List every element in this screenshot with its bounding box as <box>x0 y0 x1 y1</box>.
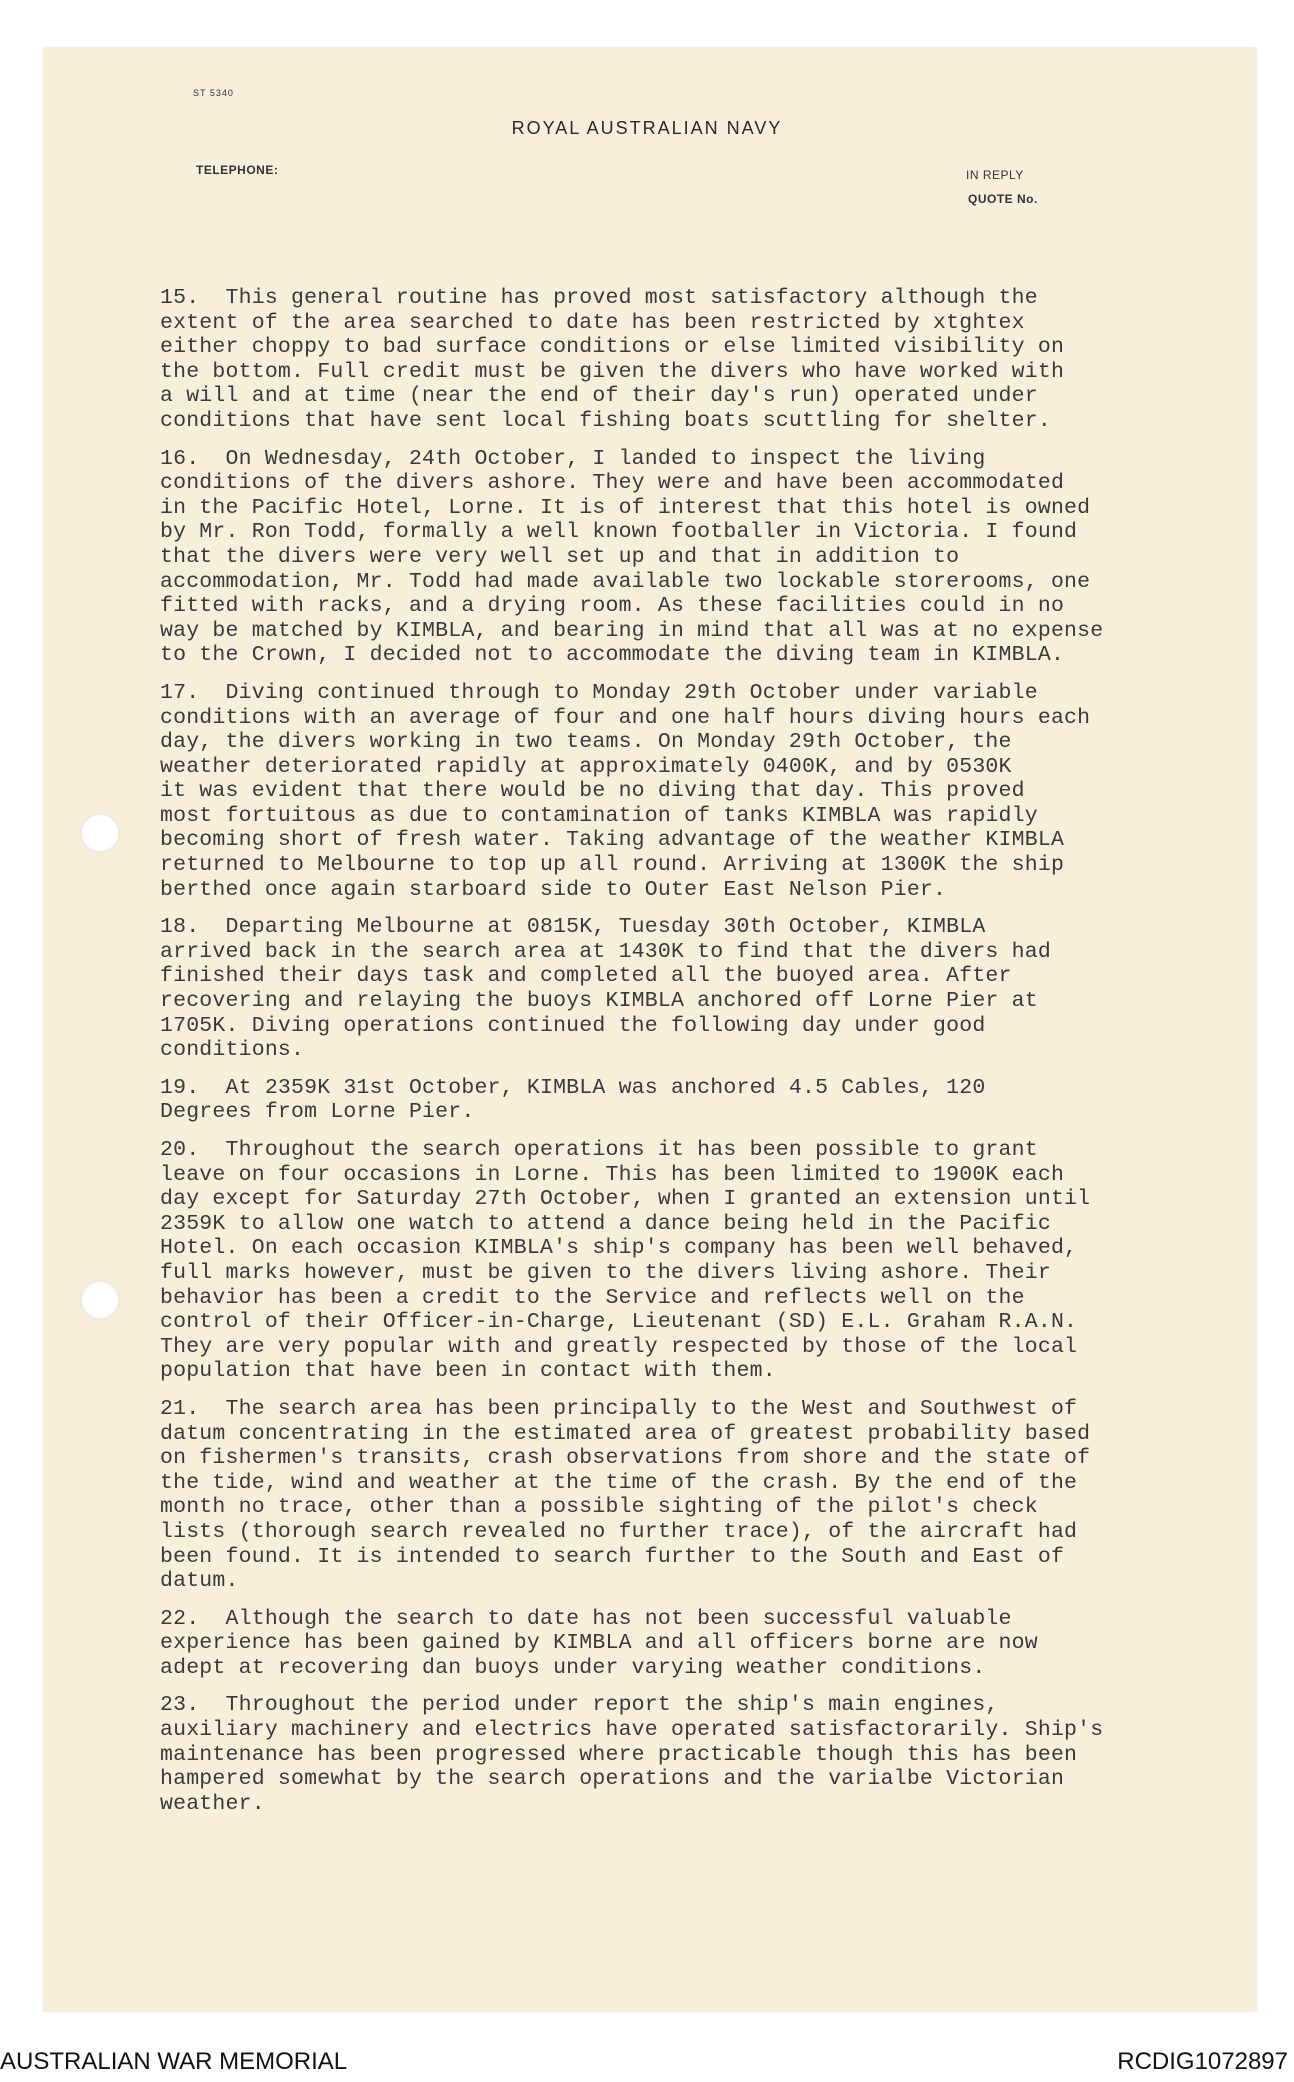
text-line: conditions. <box>160 1038 305 1063</box>
punch-hole <box>80 1280 120 1320</box>
text-line: population that have been in contact with them. <box>160 1359 776 1384</box>
telephone-label: TELEPHONE: <box>196 163 279 177</box>
paragraph <box>160 1693 1235 1816</box>
text-line: 21. The search area has been principally to the West and Southwest of <box>160 1396 1078 1421</box>
text-line: 22. Although the search to date has not been successful valuable <box>160 1606 1012 1631</box>
paragraph <box>160 1397 1235 1594</box>
text-line: conditions with an average of four and one half hours diving hours each <box>160 705 1091 730</box>
letter-body <box>160 286 1235 1829</box>
text-line: the bottom. Full credit must be given the divers who have worked with <box>160 359 1065 384</box>
text-line: month no trace, other than a possible sighting of the pilot's check <box>160 1495 1038 1520</box>
text-line: adept at recovering dan buoys under varying weather conditions. <box>160 1655 986 1680</box>
quote-no-label: QUOTE No. <box>968 192 1038 206</box>
text-line: 2359K to allow one watch to attend a dance being held in the Pacific <box>160 1211 1051 1236</box>
text-line: datum. <box>160 1569 239 1594</box>
text-line: 16. On Wednesday, 24th October, I landed to inspect the living <box>160 446 986 471</box>
text-line: 15. This general routine has proved most satisfactory although the <box>160 286 1038 310</box>
archive-id: RCDIG1072897 <box>1117 2048 1288 2075</box>
paragraph <box>160 681 1235 902</box>
text-line: by Mr. Ron Todd, formally a well known footballer in Victoria. I found <box>160 520 1078 545</box>
text-line: becoming short of fresh water. Taking advantage of the weather KIMBLA <box>160 828 1065 853</box>
text-line: it was evident that there would be no diving that day. This proved <box>160 779 1025 804</box>
text-line: conditions of the divers ashore. They were and have been accommodated <box>160 471 1065 496</box>
text-line: leave on four occasions in Lorne. This has been limited to 1900K each <box>160 1162 1065 1187</box>
text-line: 17. Diving continued through to Monday 29th October under variable <box>160 680 1038 705</box>
text-line: Hotel. On each occasion KIMBLA's ship's company has been well behaved, <box>160 1236 1078 1261</box>
text-line: either choppy to bad surface conditions or else limited visibility on <box>160 335 1065 360</box>
text-line: full marks however, must be given to the divers living ashore. Their <box>160 1260 1051 1285</box>
text-line: 23. Throughout the period under report the ship's main engines, <box>160 1693 999 1718</box>
text-line: accommodation, Mr. Todd had made available two lockable storerooms, one <box>160 569 1091 594</box>
letterhead-title: ROYAL AUSTRALIAN NAVY <box>511 118 783 138</box>
text-line: day except for Saturday 27th October, when I granted an extension until <box>160 1187 1091 1212</box>
text-line: maintenance has been progressed where practicable though this has been <box>160 1742 1078 1767</box>
punch-hole <box>80 813 120 853</box>
paragraph <box>160 915 1235 1063</box>
paragraph <box>160 1138 1235 1384</box>
text-line: day, the divers working in two teams. On Monday 29th October, the <box>160 730 1012 755</box>
paragraph <box>160 447 1235 668</box>
paragraph <box>160 1607 1235 1681</box>
form-code: ST 5340 <box>193 88 234 98</box>
text-line: fitted with racks, and a drying room. As these facilities could in no <box>160 594 1065 619</box>
text-line: experience has been gained by KIMBLA and all officers borne are now <box>160 1631 1038 1656</box>
text-line: berthed once again starboard side to Outer East Nelson Pier. <box>160 877 947 902</box>
text-line: weather. <box>160 1791 265 1816</box>
reply-block <box>966 163 1038 211</box>
text-line: a will and at time (near the end of their day's run) operated under <box>160 384 1038 409</box>
text-line: lists (thorough search revealed no further trace), of the aircraft had <box>160 1519 1078 1544</box>
text-line: 18. Departing Melbourne at 0815K, Tuesday 30th October, KIMBLA <box>160 915 986 940</box>
text-line: to the Crown, I decided not to accommodate the diving team in KIMBLA. <box>160 643 1065 668</box>
text-line: on fishermen's transits, crash observations from shore and the state of <box>160 1446 1091 1471</box>
text-line: 1705K. Diving operations continued the following day under good <box>160 1013 986 1038</box>
text-line: control of their Officer-in-Charge, Lieutenant (SD) E.L. Graham R.A.N. <box>160 1310 1078 1335</box>
archive-credit: AUSTRALIAN WAR MEMORIAL <box>0 2048 348 2075</box>
text-line: way be matched by KIMBLA, and bearing in mind that all was at no expense <box>160 618 1104 643</box>
text-line: hampered somewhat by the search operations and the varialbe Victorian <box>160 1767 1065 1792</box>
text-line: finished their days task and completed all the buoyed area. After <box>160 964 1012 989</box>
text-line: They are very popular with and greatly respected by those of the local <box>160 1334 1078 1359</box>
text-line: been found. It is intended to search further to the South and East of <box>160 1544 1065 1569</box>
text-line: Degrees from Lorne Pier. <box>160 1100 475 1125</box>
text-line: auxiliary machinery and electrics have operated satisfactorarily. Ship's <box>160 1718 1104 1743</box>
paragraph <box>160 286 1235 434</box>
text-line: arrived back in the search area at 1430K to find that the divers had <box>160 939 1051 964</box>
paragraph <box>160 1076 1235 1125</box>
text-line: in the Pacific Hotel, Lorne. It is of interest that this hotel is owned <box>160 495 1091 520</box>
text-line: conditions that have sent local fishing boats scuttling for shelter. <box>160 408 1051 433</box>
text-line: recovering and relaying the buoys KIMBLA anchored off Lorne Pier at <box>160 989 1038 1014</box>
text-line: returned to Melbourne to top up all round. Arriving at 1300K the ship <box>160 853 1065 878</box>
text-line: the tide, wind and weather at the time of the crash. By the end of the <box>160 1470 1078 1495</box>
in-reply-label: IN REPLY <box>966 168 1024 182</box>
text-line: behavior has been a credit to the Service and reflects well on the <box>160 1285 1025 1310</box>
text-line: 20. Throughout the search operations it has been possible to grant <box>160 1138 1038 1162</box>
text-line: 19. At 2359K 31st October, KIMBLA was anchored 4.5 Cables, 120 <box>160 1075 986 1100</box>
text-line: that the divers were very well set up and that in addition to <box>160 544 960 569</box>
text-line: most fortuitous as due to contamination of tanks KIMBLA was rapidly <box>160 803 1038 828</box>
text-line: weather deteriorated rapidly at approximately 0400K, and by 0530K <box>160 754 1012 779</box>
text-line: extent of the area searched to date has been restricted by xtghtex <box>160 310 1025 335</box>
text-line: datum concentrating in the estimated area of greatest probability based <box>160 1421 1091 1446</box>
